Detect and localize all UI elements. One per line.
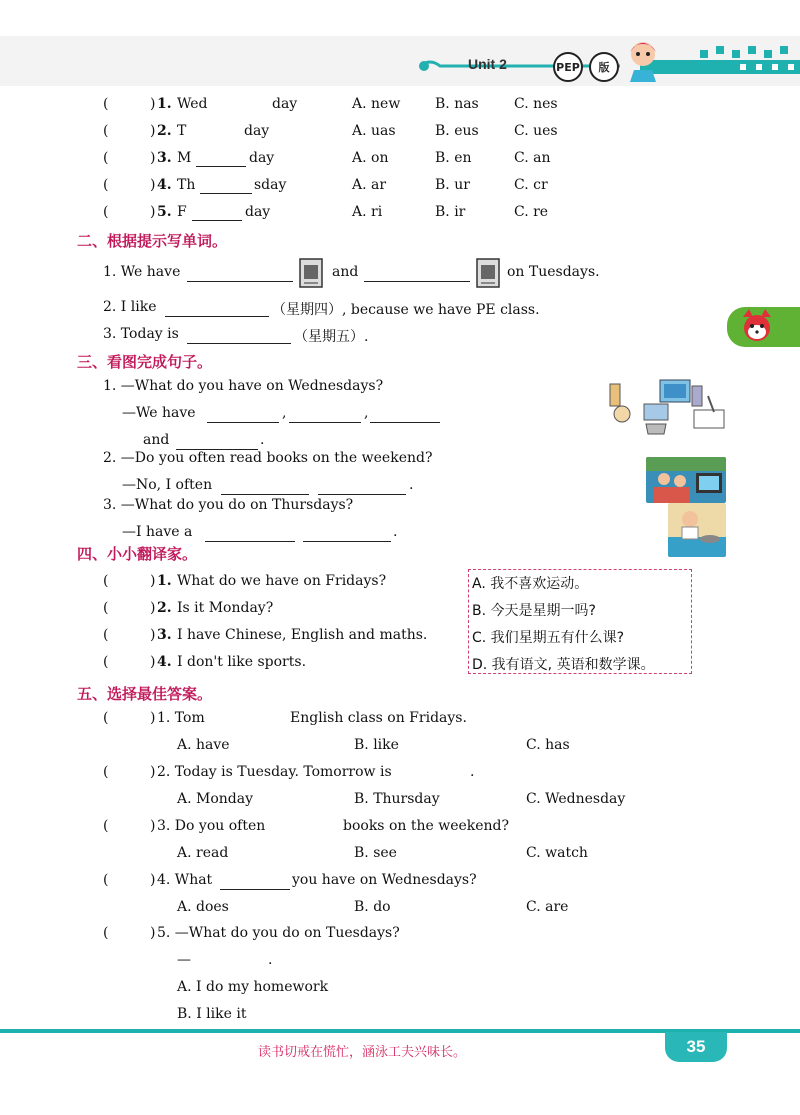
word-end: day xyxy=(249,150,275,166)
section1-row xyxy=(0,177,600,197)
letter-blank[interactable] xyxy=(200,179,252,194)
translation-options-box xyxy=(468,569,692,674)
book-icon xyxy=(475,257,501,293)
section5-questions: ( ) 1. Tom English class on Fridays. A. have B. like C. has ( ) 2. Today is Tuesday. Tomorrow is . A. Monday B. Thursday C. Wednesday ( ) 3. Do you often books on the weekend? A. read B. see C. watch ( ) 4. What you have on Wednesdays? A. does B. do C. are ( ) 5. —What do you do on Tuesdays? — . A. I do my homework B. I like it xyxy=(103,710,626,1022)
answer-paren-close: ) xyxy=(150,177,156,193)
comma: , xyxy=(282,405,287,421)
question-number: 2. xyxy=(157,123,172,139)
option-c: C. ues xyxy=(514,123,558,139)
option-c: C. re xyxy=(514,204,549,220)
book-icon xyxy=(298,257,324,293)
option-c: C. watch xyxy=(526,845,588,861)
question-number: 1. xyxy=(157,573,172,589)
option-a: A. does xyxy=(177,899,229,915)
word-end: day xyxy=(244,123,270,139)
section2-q2-end: （星期四）, because we have PE class. xyxy=(272,302,540,318)
answer-paren-open: ( xyxy=(103,96,109,112)
section1-row xyxy=(0,204,600,224)
answer-slot[interactable] xyxy=(116,602,146,618)
answer-paren-open: ( xyxy=(103,204,109,220)
answer-blank[interactable] xyxy=(207,408,279,423)
answer-paren-open: ( xyxy=(103,177,109,193)
option-a: A. new xyxy=(352,96,401,112)
answer-blank[interactable] xyxy=(187,267,293,282)
word-end: sday xyxy=(254,177,287,193)
question-text-end: . xyxy=(470,764,475,780)
answer-slot[interactable] xyxy=(116,874,146,890)
section2-q1-start: 1. We have xyxy=(103,264,181,280)
answer-slot[interactable] xyxy=(116,98,146,114)
option-a: A. have xyxy=(177,737,230,753)
question-text: 2. Today is Tuesday. Tomorrow is xyxy=(157,764,392,780)
answer-paren-close: ) xyxy=(150,204,156,220)
answer-slot[interactable] xyxy=(116,179,146,195)
answer-blank[interactable] xyxy=(364,267,470,282)
answer-slot[interactable] xyxy=(116,206,146,222)
section3-q1-answer-start: —We have xyxy=(122,405,196,421)
question-number: 3. xyxy=(157,627,172,643)
question-text: I don't like sports. xyxy=(177,654,307,670)
translation-option-b: B. 今天是星期一吗? xyxy=(472,603,596,619)
word-end: day xyxy=(272,96,298,112)
word-end: day xyxy=(245,204,271,220)
question-text: 1. Tom xyxy=(157,710,205,726)
period: . xyxy=(393,524,398,540)
option-a: A. Monday xyxy=(177,791,254,807)
section3-q3: 3. —What do you do on Thursdays? xyxy=(103,497,354,513)
cooking-class-picture xyxy=(668,503,726,561)
unit-label: Unit 2 xyxy=(468,56,507,72)
section2-title: 二、根据提示写单词。 xyxy=(77,232,228,250)
header-banner xyxy=(0,36,800,86)
answer-paren-close: ) xyxy=(150,150,156,166)
answer-paren-close: ) xyxy=(150,96,156,112)
option-a: A. on xyxy=(352,150,389,166)
option-b: B. Thursday xyxy=(354,791,440,807)
question-text: Is it Monday? xyxy=(177,600,274,616)
option-c: C. nes xyxy=(514,96,558,112)
word-start: T xyxy=(177,123,187,139)
question-text: 5. —What do you do on Tuesdays? xyxy=(157,925,400,941)
option-c: C. an xyxy=(514,150,551,166)
family-tv-picture xyxy=(646,457,726,507)
question-text-end: you have on Wednesdays? xyxy=(292,872,477,888)
answer-slot[interactable] xyxy=(116,712,146,728)
translation-row: ( ) 3. I have Chinese, English and maths. xyxy=(103,627,428,643)
period: . xyxy=(268,952,273,968)
header-decoration xyxy=(0,36,800,86)
question-number: 3. xyxy=(157,150,172,166)
and-word: and xyxy=(143,432,170,448)
translation-row: ( ) 2. Is it Monday? xyxy=(103,600,274,616)
section2-q3-start: 3. Today is xyxy=(103,326,179,342)
word-start: Wed xyxy=(177,96,208,112)
translation-option-d: D. 我有语文, 英语和数学课。 xyxy=(472,657,655,673)
option-b: B. do xyxy=(354,899,391,915)
question-number: 4. xyxy=(157,654,172,670)
answer-dash: — xyxy=(177,952,191,968)
answer-slot[interactable] xyxy=(116,656,146,672)
option-c: C. cr xyxy=(514,177,548,193)
page-number: 35 xyxy=(665,1032,727,1062)
option-c: C. Wednesday xyxy=(526,791,626,807)
option-b: B. see xyxy=(354,845,397,861)
section4-title: 四、小小翻译家。 xyxy=(77,545,198,563)
translation-option-c: C. 我们星期五有什么课? xyxy=(472,630,625,646)
section2-q1-end: on Tuesdays. xyxy=(507,264,600,280)
fox-mascot-icon xyxy=(737,307,777,347)
question-text: 3. Do you often xyxy=(157,818,266,834)
option-b: B. nas xyxy=(435,96,479,112)
answer-slot[interactable] xyxy=(116,766,146,782)
option-a: A. ar xyxy=(352,177,387,193)
option-b: B. en xyxy=(435,150,472,166)
answer-blank[interactable] xyxy=(220,875,290,890)
question-text: 4. What xyxy=(157,872,213,888)
option-b: B. ir xyxy=(435,204,466,220)
option-a: A. read xyxy=(177,845,229,861)
section3-q3-answer-start: —I have a xyxy=(122,524,193,540)
word-start: M xyxy=(177,150,192,166)
answer-blank[interactable] xyxy=(205,527,295,542)
option-c: C. has xyxy=(526,737,570,753)
option-c: C. are xyxy=(526,899,569,915)
girl-mascot-icon xyxy=(618,36,668,88)
section3-q2-answer-start: —No, I often xyxy=(122,477,213,493)
option-b: B. ur xyxy=(435,177,470,193)
pep-badge: PEP xyxy=(553,52,583,82)
answer-blank[interactable] xyxy=(303,527,391,542)
period: . xyxy=(260,432,265,448)
answer-slot[interactable] xyxy=(116,125,146,141)
question-text-end: English class on Fridays. xyxy=(290,710,467,726)
question-number: 4. xyxy=(157,177,172,193)
question-text: What do we have on Fridays? xyxy=(177,573,387,589)
translation-option-a: A. 我不喜欢运动。 xyxy=(472,576,589,592)
section2-q1-and: and xyxy=(332,264,359,280)
answer-slot[interactable] xyxy=(116,820,146,836)
comma: , xyxy=(364,405,369,421)
section3-title: 三、看图完成句子。 xyxy=(77,353,213,371)
answer-blank[interactable] xyxy=(289,408,361,423)
answer-paren-open: ( xyxy=(103,150,109,166)
question-number: 5. xyxy=(157,204,172,220)
edition-badge: 版 xyxy=(589,52,619,82)
letter-blank[interactable] xyxy=(196,152,246,167)
translation-row: ( ) 4. I don't like sports. xyxy=(103,654,307,670)
answer-slot[interactable] xyxy=(116,152,146,168)
side-tab xyxy=(727,307,800,347)
answer-paren-open: ( xyxy=(103,123,109,139)
section1-row xyxy=(0,96,600,116)
option-a: A. ri xyxy=(352,204,383,220)
word-start: F xyxy=(177,204,187,220)
translation-row: ( ) 1. What do we have on Fridays? xyxy=(103,573,387,589)
option-a: A. uas xyxy=(352,123,396,139)
section5-title: 五、选择最佳答案。 xyxy=(77,685,213,703)
answer-blank[interactable] xyxy=(165,302,269,317)
footer-motto: 读书切戒在慌忙，涵泳工夫兴味长。 xyxy=(258,1045,467,1060)
section3-q2: 2. —Do you often read books on the weekend? xyxy=(103,450,433,466)
answer-blank[interactable] xyxy=(318,480,406,495)
letter-blank[interactable] xyxy=(192,206,242,221)
answer-blank[interactable] xyxy=(221,480,309,495)
option-b: B. eus xyxy=(435,123,479,139)
section1-row xyxy=(0,150,600,170)
section1-row xyxy=(0,123,600,143)
word-start: Th xyxy=(177,177,196,193)
option-a: A. I do my homework xyxy=(177,979,329,995)
section2-q2-start: 2. I like xyxy=(103,299,157,315)
option-b: B. like xyxy=(354,737,399,753)
answer-blank[interactable] xyxy=(187,329,291,344)
answer-slot[interactable] xyxy=(116,927,146,943)
question-text-end: books on the weekend? xyxy=(343,818,510,834)
answer-blank[interactable] xyxy=(176,435,258,450)
answer-blank[interactable] xyxy=(370,408,440,423)
question-text: I have Chinese, English and maths. xyxy=(177,627,428,643)
question-number: 1. xyxy=(157,96,172,112)
classroom-items-picture xyxy=(604,376,726,440)
question-number: 2. xyxy=(157,600,172,616)
answer-paren-close: ) xyxy=(150,123,156,139)
section2-q3-end: （星期五）. xyxy=(294,329,369,345)
answer-slot[interactable] xyxy=(116,575,146,591)
period: . xyxy=(409,477,414,493)
section3-q1: 1. —What do you have on Wednesdays? xyxy=(103,378,384,394)
answer-slot[interactable] xyxy=(116,629,146,645)
option-b: B. I like it xyxy=(177,1006,247,1022)
